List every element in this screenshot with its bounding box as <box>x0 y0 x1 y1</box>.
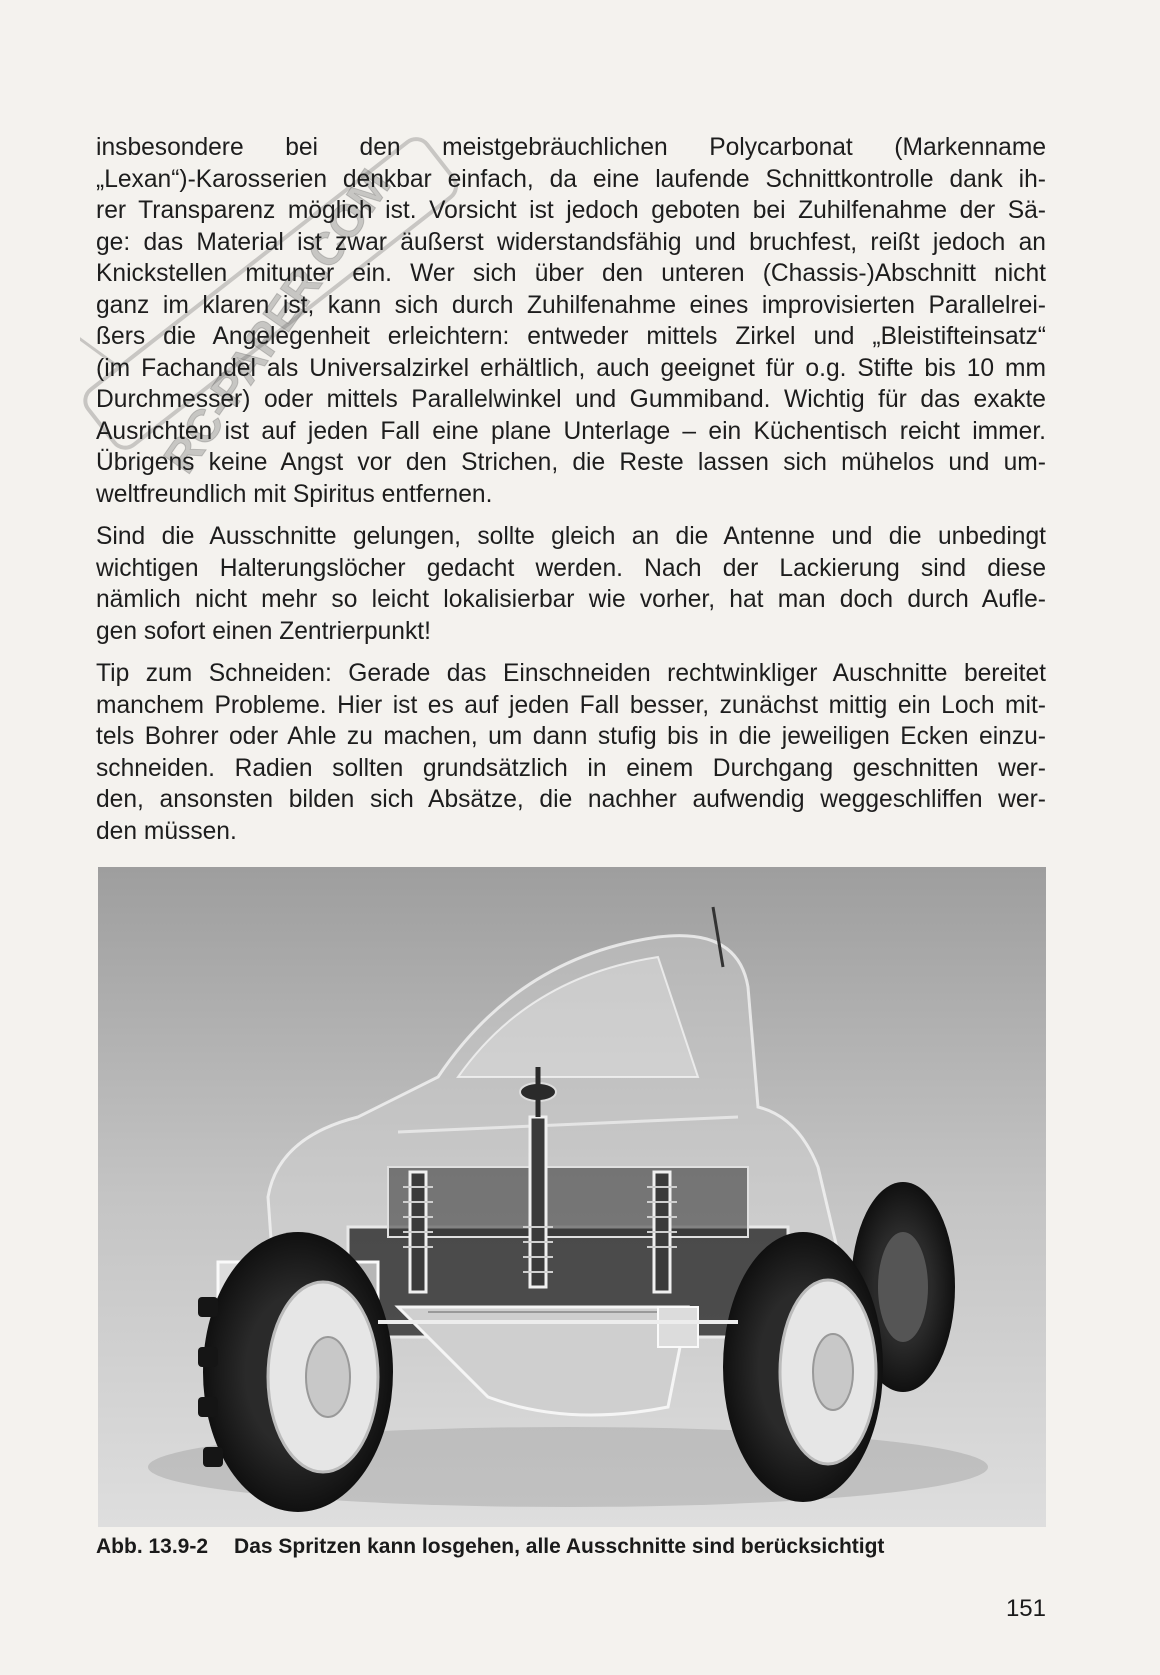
page-number: 151 <box>1005 1595 1046 1622</box>
text-line: Ausrichten ist auf jeden Fall eine plane Unterlage – ein Küchentisch reicht immer. <box>96 417 1046 445</box>
text-line: schneiden. Radien sollten grundsätzlich in einem Durchgang geschnitten wer- <box>96 754 1046 782</box>
text-line: „Lexan“)-Karosserien denkbar einfach, da eine laufende Schnittkontrolle dank ih- <box>96 165 1046 193</box>
text-line: Sind die Ausschnitte gelungen, sollte gleich an die Antenne und die unbedingt <box>96 523 1046 550</box>
text-line: Tip zum Schneiden: Gerade das Einschneiden rechtwinkliger Auschnitte bereitet <box>96 660 1046 687</box>
rc-car-photo-illustration <box>98 867 1046 1527</box>
text-line: den müssen. <box>96 817 237 845</box>
text-line: tels Bohrer oder Ahle zu machen, um dann stufig bis in die jeweiligen Ecken einzu- <box>96 723 1046 750</box>
text-line: nämlich nicht mehr so leicht lokalisierbar wie vorher, hat man doch durch Aufle- <box>96 586 1046 613</box>
text-line: den, ansonsten bilden sich Absätze, die nachher aufwendig weggeschliffen wer- <box>96 786 1046 813</box>
text-line: manchem Probleme. Hier ist es auf jeden Fall besser, zunächst mittig ein Loch mit- <box>96 691 1046 719</box>
text-line: ge: das Material ist zwar äußerst widerstandsfähig und bruchfest, reißt jedoch an <box>96 228 1046 256</box>
text-line: Durchmesser) oder mittels Parallelwinkel und Gummiband. Wichtig für das exakte <box>96 386 1046 413</box>
text-line: Knickstellen mitunter ein. Wer sich über den unteren (Chassis-)Abschnitt nicht <box>96 260 1046 287</box>
figure-caption <box>96 1535 1056 1559</box>
figure-photo <box>98 867 1046 1527</box>
text-line: ßers die Angelegenheit erleichtern: entweder mittels Zirkel und „Bleistifteinsatz“ <box>96 323 1046 350</box>
paragraph-2 <box>96 521 1046 647</box>
text-line: Übrigens keine Angst vor den Strichen, die Reste lassen sich mühelos und um- <box>96 449 1046 476</box>
body-text <box>96 132 1046 858</box>
paragraph-1 <box>96 132 1046 510</box>
text-line: ganz im klaren ist, kann sich durch Zuhilfenahme eines improvisierten Parallelrei- <box>96 291 1046 319</box>
text-line: rer Transparenz möglich ist. Vorsicht ist jedoch geboten bei Zuhilfenahme der Sä- <box>96 197 1046 224</box>
figure-caption-text: Das Spritzen kann losgehen, alle Ausschnitte sind berücksichtigt <box>234 1535 885 1558</box>
watermark-text: RC-PAPER.COM <box>153 159 401 482</box>
text-line: weltfreundlich mit Spiritus entfernen. <box>96 480 493 508</box>
figure-label: Abb. 13.9-2 <box>96 1535 209 1558</box>
text-line: gen sofort einen Zentrierpunkt! <box>96 617 431 645</box>
text-line: (im Fachandel als Universalzirkel erhältlich, auch geeignet für o.g. Stifte bis 10 mm <box>96 354 1046 382</box>
paragraph-3 <box>96 658 1046 847</box>
text-line: insbesondere bei den meistgebräuchlichen Polycarbonat (Markenname <box>96 134 1046 161</box>
text-line: wichtigen Halterungslöcher gedacht werden. Nach der Lackierung sind diese <box>96 554 1046 582</box>
